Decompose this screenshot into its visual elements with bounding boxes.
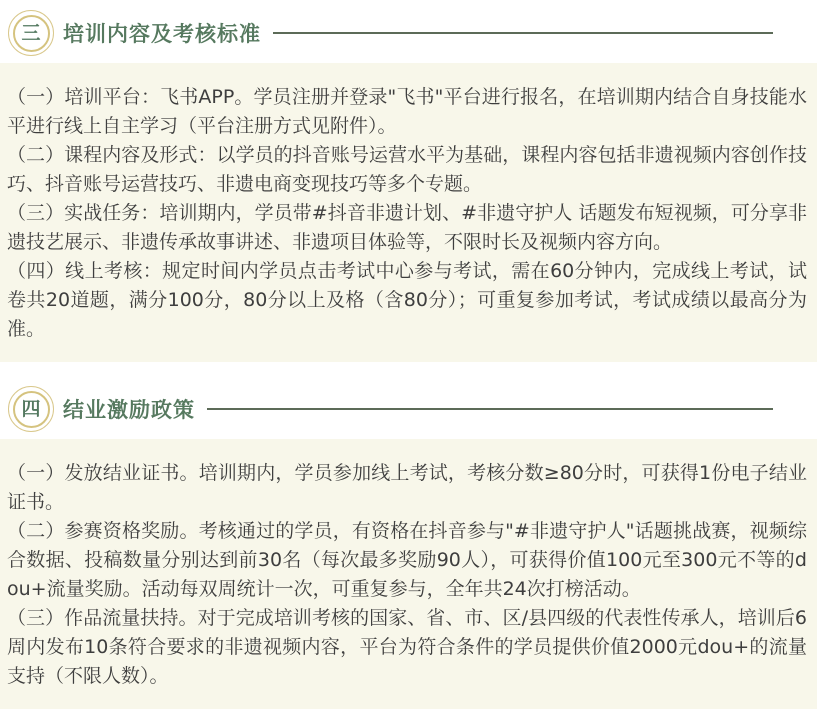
- incentive-policy-box: [0, 439, 817, 709]
- paragraph-practical-task: （三）实战任务：培训期内，学员带#抖音非遗计划、#非遗守护人 话题发布短视频，可分享非遗技艺展示、非遗传承故事讲述、非遗项目体验等，不限时长及视频内容方向。: [7, 202, 807, 253]
- paragraph-course-content: （二）课程内容及形式：以学员的抖音账号运营水平为基础，课程内容包括非遗视频内容创作技巧、抖音账号运营技巧、非遗电商变现技巧等多个专题。: [7, 144, 807, 195]
- training-content-box: [0, 63, 817, 362]
- section-number-3: 三: [13, 15, 50, 52]
- section-divider-line: [207, 408, 773, 410]
- paragraph-traffic-support: （三）作品流量扶持。对于完成培训考核的国家、省、市、区/县四级的代表性传承人，培训后6周内发布10条符合要求的非遗视频内容，平台为符合条件的学员提供价值2000元dou+的流量支持（不限人数）。: [7, 607, 807, 687]
- section-title-incentive-policy: 结业激励政策: [63, 398, 195, 422]
- paragraph-online-exam: （四）线上考核：规定时间内学员点击考试中心参与考试，需在60分钟内，完成线上考试，试卷共20道题，满分100分，80分以上及格（含80分）；可重复参加考试，考试成绩以最高分为准。: [7, 260, 807, 340]
- section-number-badge-icon: [8, 10, 54, 56]
- section-number-4: 四: [13, 391, 50, 428]
- section-header-incentive-policy: [8, 385, 817, 433]
- section-title-training-content: 培训内容及考核标准: [63, 22, 261, 46]
- paragraph-training-platform: （一）培训平台：飞书APP。学员注册并登录"飞书"平台进行报名，在培训期内结合自身技能水平进行线上自主学习（平台注册方式见附件）。: [7, 86, 807, 137]
- section-header-training-content: [8, 9, 817, 57]
- section-divider-line: [273, 32, 773, 34]
- paragraph-contest-reward: （二）参赛资格奖励。考核通过的学员，有资格在抖音参与"#非遗守护人"话题挑战赛，视频综合数据、投稿数量分别达到前30名（每次最多奖励90人），可获得价值100元至300元不等的dou+流量奖励。活动每双周统计一次，可重复参与，全年共24次打榜活动。: [7, 520, 807, 600]
- section-number-badge-icon: [8, 386, 54, 432]
- paragraph-certificate: （一）发放结业证书。培训期内，学员参加线上考试，考核分数≥80分时，可获得1份电子结业证书。: [7, 462, 807, 513]
